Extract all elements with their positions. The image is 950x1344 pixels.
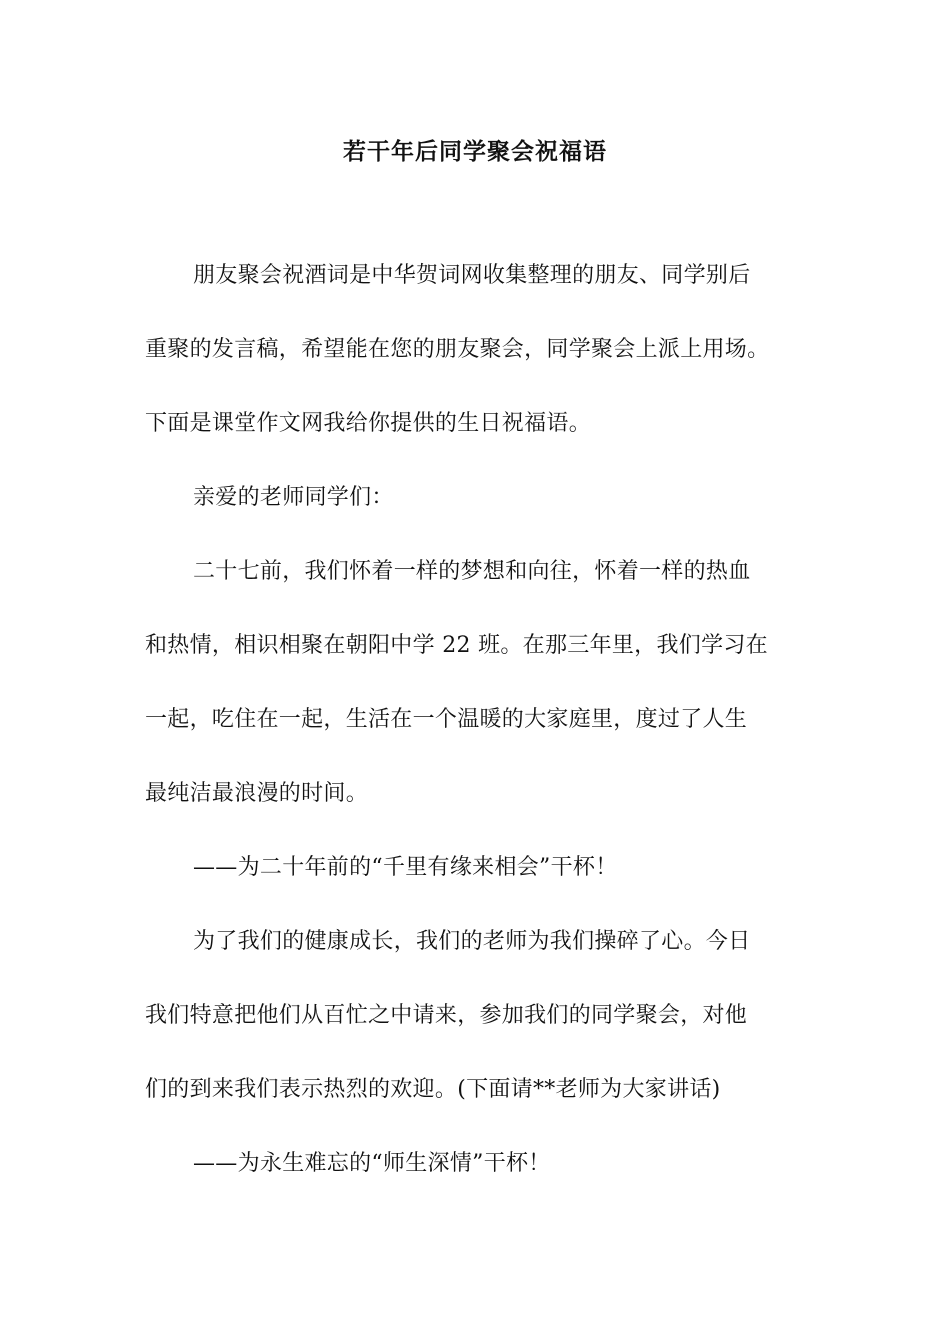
toast-line: ——为永生难忘的“师生深情”干杯！: [193, 1151, 551, 1176]
paragraph-line: 们的到来我们表示热烈的欢迎。(下面请**老师为大家讲话): [145, 1077, 721, 1102]
document-title: 若干年后同学聚会祝福语: [343, 138, 607, 165]
paragraph-line: 一起，吃住在一起，生活在一个温暖的大家庭里，度过了人生: [145, 707, 748, 732]
document-body: [145, 256, 810, 1218]
salutation-line: 亲爱的老师同学们：: [193, 485, 394, 510]
paragraph-line: 朋友聚会祝酒词是中华贺词网收集整理的朋友、同学别后: [193, 263, 751, 288]
paragraph-line: 和热情，相识相聚在朝阳中学 22 班。在那三年里，我们学习在: [145, 633, 768, 658]
paragraph-line: 我们特意把他们从百忙之中请来，参加我们的同学聚会，对他: [145, 1003, 748, 1028]
paragraph-line: 下面是课堂作文网我给你提供的生日祝福语。: [145, 411, 592, 436]
paragraph-line: 为了我们的健康成长，我们的老师为我们操碎了心。今日: [193, 929, 751, 954]
paragraph-line: 最纯洁最浪漫的时间。: [145, 781, 369, 806]
toast-line: ——为二十年前的“千里有缘来相会”干杯！: [193, 855, 618, 880]
paragraph-line: 重聚的发言稿，希望能在您的朋友聚会，同学聚会上派上用场。: [145, 337, 770, 362]
paragraph-line: 二十七前，我们怀着一样的梦想和向往，怀着一样的热血: [193, 559, 751, 584]
